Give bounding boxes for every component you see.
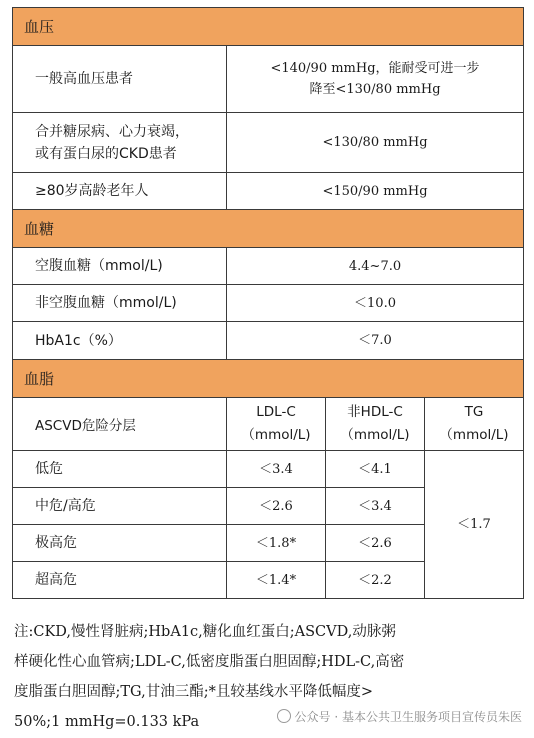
lipid-header-nonhdl xyxy=(326,398,425,451)
footnote-line1: 注:CKD,慢性肾脏病;HbA1c,糖化血红蛋白;ASCVD,动脉粥 xyxy=(14,624,396,640)
lipid-nonhdl-very-high: ＜2.6 xyxy=(326,525,425,562)
footnote-line4: 50%;1 mmHg=0.133 kPa xyxy=(14,714,200,730)
glucose-label-fasting: 空腹血糖（mmol/L) xyxy=(13,248,227,285)
lipid-label-low: 低危 xyxy=(13,451,227,488)
lipid-ldl-very-high: ＜1.8* xyxy=(227,525,326,562)
bp-value-general-line1: <140/90 mmHg，能耐受可进一步 xyxy=(270,61,480,76)
lipid-tg-value: ＜1.7 xyxy=(425,451,524,599)
bp-label-comorbid xyxy=(13,113,227,173)
bp-label-comorbid-line1: 合并糖尿病、心力衰竭， xyxy=(35,123,189,140)
lipid-nonhdl-medium-high: ＜3.4 xyxy=(326,488,425,525)
footnote-line3: 度脂蛋白胆固醇;TG,甘油三酯;*且较基线水平降低幅度> xyxy=(14,684,374,700)
bp-label-comorbid-line2: 或有蛋白尿的CKD患者 xyxy=(35,145,177,162)
lipid-header-ldl-name: LDL-C xyxy=(256,404,296,420)
lipid-label-extreme: 超高危 xyxy=(13,562,227,599)
wechat-icon xyxy=(277,709,291,723)
glucose-value-fasting: 4.4~7.0 xyxy=(227,248,524,285)
glucose-value-hba1c: ＜7.0 xyxy=(227,322,524,360)
glucose-label-hba1c: HbA1c（%） xyxy=(13,322,227,360)
watermark xyxy=(273,707,522,727)
bp-value-general-line2: 降至<130/80 mmHg xyxy=(309,82,441,97)
bp-label-general: 一般高血压患者 xyxy=(13,46,227,113)
lipid-header-risk: ASCVD危险分层 xyxy=(13,398,227,451)
lipid-header-ldl xyxy=(227,398,326,451)
lipid-header-tg xyxy=(425,398,524,451)
lipid-ldl-extreme: ＜1.4* xyxy=(227,562,326,599)
lipid-ldl-low: ＜3.4 xyxy=(227,451,326,488)
section-header-glucose: 血糖 xyxy=(13,210,524,248)
lipid-header-nonhdl-unit: （mmol/L) xyxy=(340,427,410,443)
lipid-nonhdl-extreme: ＜2.2 xyxy=(326,562,425,599)
lipid-header-nonhdl-name: 非HDL-C xyxy=(347,404,403,420)
bp-value-comorbid: <130/80 mmHg xyxy=(227,113,524,173)
bp-value-general xyxy=(227,46,524,113)
glucose-label-nonfasting: 非空腹血糖（mmol/L) xyxy=(13,285,227,322)
section-header-blood-pressure: 血压 xyxy=(13,8,524,46)
section-header-lipid: 血脂 xyxy=(13,360,524,398)
glucose-value-nonfasting: ＜10.0 xyxy=(227,285,524,322)
lipid-ldl-medium-high: ＜2.6 xyxy=(227,488,326,525)
bp-label-elderly: ≥80岁高龄老年人 xyxy=(13,173,227,210)
bp-value-elderly: <150/90 mmHg xyxy=(227,173,524,210)
footnote-line2: 样硬化性心血管病;LDL-C,低密度脂蛋白胆固醇;HDL-C,高密 xyxy=(14,654,405,670)
lipid-label-very-high: 极高危 xyxy=(13,525,227,562)
lipid-header-ldl-unit: （mmol/L) xyxy=(241,427,311,443)
watermark-text: 公众号 · 基本公共卫生服务项目宣传员朱医 xyxy=(294,710,522,724)
lipid-nonhdl-low: ＜4.1 xyxy=(326,451,425,488)
targets-table xyxy=(12,7,524,599)
lipid-label-medium-high: 中危/高危 xyxy=(13,488,227,525)
lipid-header-tg-unit: （mmol/L) xyxy=(439,427,509,443)
lipid-header-tg-name: TG xyxy=(464,404,484,420)
